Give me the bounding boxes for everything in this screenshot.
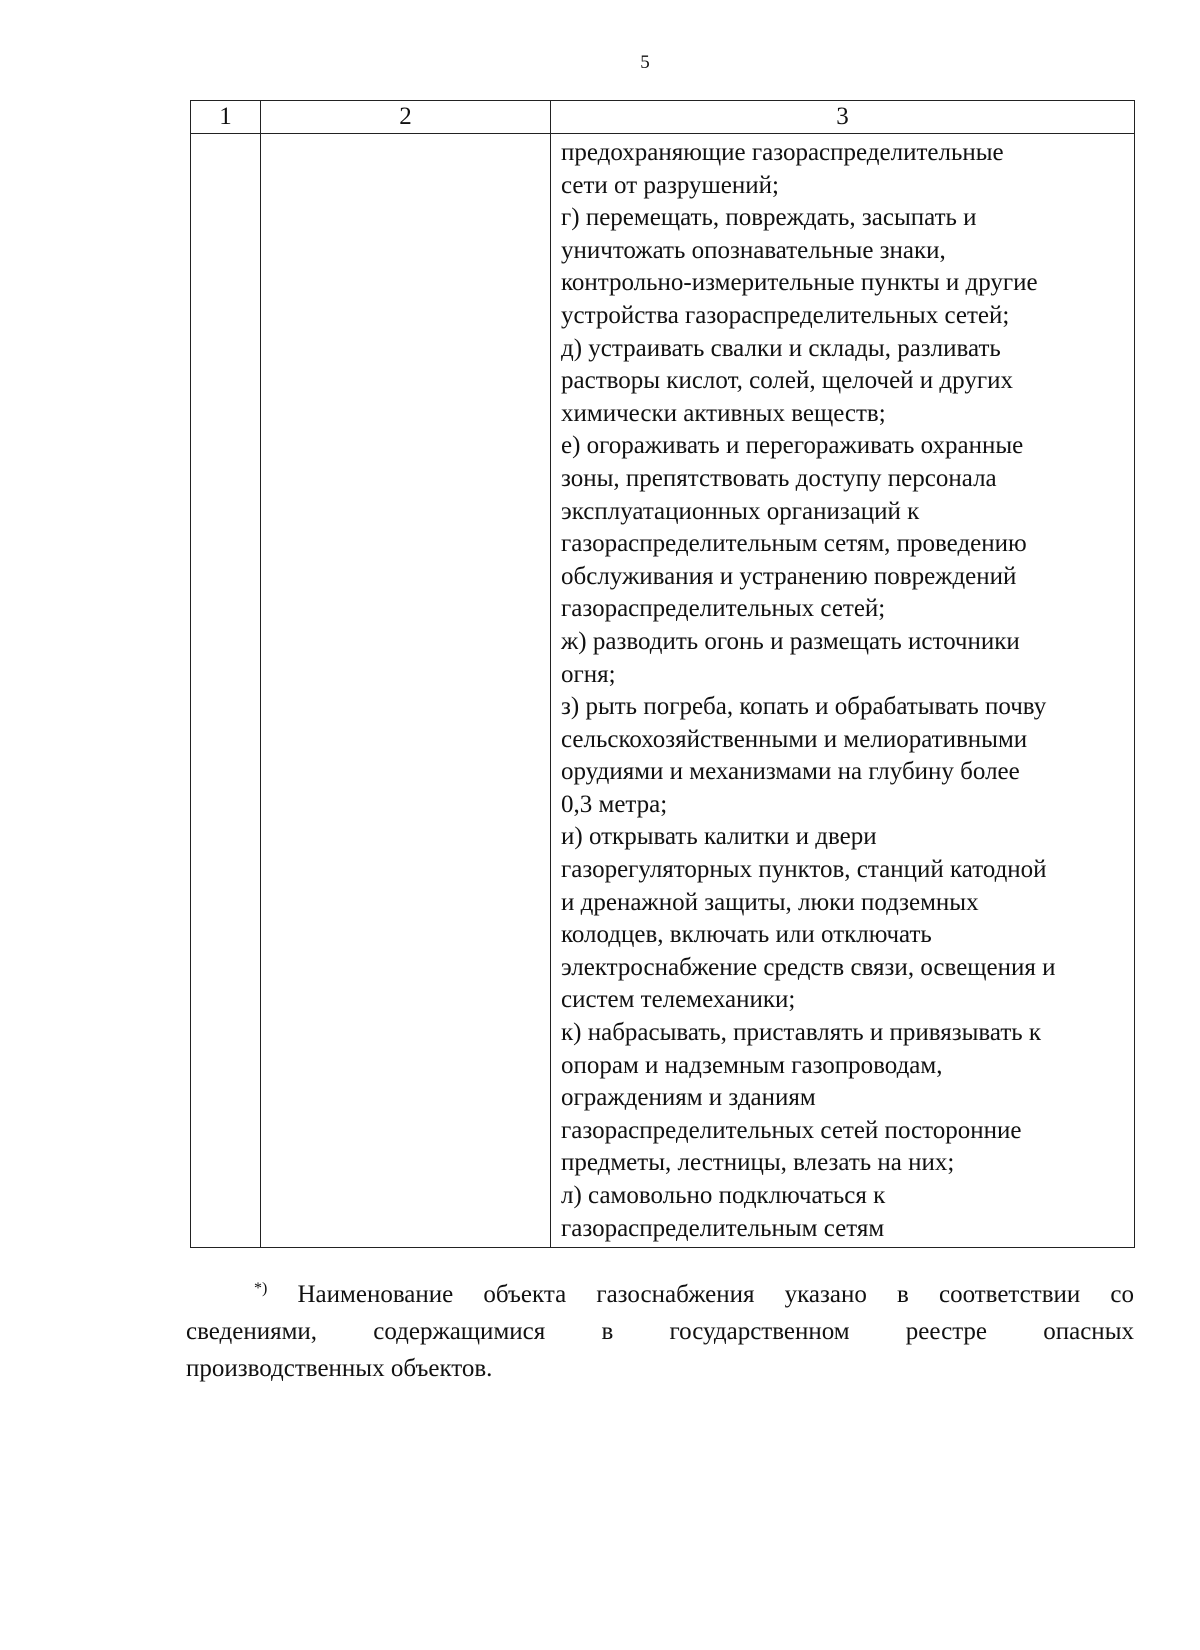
content-line: д) устраивать свалки и склады, разливать — [561, 334, 1001, 362]
content-line: предохраняющие газораспределительные — [561, 139, 1004, 166]
restrictions-table — [190, 100, 1135, 1248]
content-line: сельскохозяйственными и мелиоративными — [561, 725, 1028, 753]
content-line: контрольно-измерительные пункты и другие — [561, 269, 1038, 297]
table-row — [191, 134, 1135, 1248]
footnote-text-line: сведениями, содержащимися в государственном реестре опасных — [186, 1318, 1134, 1345]
content-line: л) самовольно подключаться к — [561, 1182, 886, 1209]
cell-column-3 — [551, 134, 1135, 1248]
prohibited-actions-list — [551, 134, 1134, 1245]
content-line: огня; — [561, 660, 616, 688]
page-number: 5 — [640, 52, 650, 73]
content-line: предметы, лестницы, влезать на них; — [561, 1149, 955, 1177]
content-line: е) огораживать и перегораживать охранные — [561, 432, 1024, 460]
content-line: и) открывать калитки и двери — [561, 823, 877, 851]
content-line: газораспределительным сетям, проведению — [561, 530, 1027, 558]
content-line: систем телемеханики; — [561, 986, 796, 1014]
table-header-row — [191, 101, 1135, 134]
footnote-line-1 — [186, 1276, 1134, 1313]
content-line: колодцев, включать или отключать — [561, 921, 932, 949]
footnote-line-3 — [186, 1350, 1134, 1387]
footnote-text-line: производственных объектов. — [186, 1355, 493, 1382]
column-header-3: 3 — [551, 101, 1135, 134]
content-line: газораспределительных сетей посторонние — [561, 1116, 1022, 1144]
footnote-marker: *) — [254, 1280, 268, 1297]
content-line: уничтожать опознавательные знаки, — [561, 236, 946, 264]
content-line: газорегуляторных пунктов, станций катодной — [561, 856, 1047, 884]
column-header-2: 2 — [261, 101, 551, 134]
cell-column-2 — [261, 134, 551, 1248]
footnote-line-2 — [186, 1313, 1134, 1350]
content-line: обслуживания и устранению повреждений — [561, 562, 1017, 590]
footnote — [186, 1276, 1134, 1387]
cell-column-1 — [191, 134, 261, 1248]
content-line: ж) разводить огонь и размещать источники — [561, 627, 1020, 655]
content-line: эксплуатационных организаций к — [561, 497, 920, 525]
content-line: орудиями и механизмами на глубину более — [561, 758, 1020, 786]
content-line: г) перемещать, повреждать, засыпать и — [561, 204, 977, 232]
content-line: ограждениям и зданиям — [561, 1084, 816, 1112]
content-line: з) рыть погреба, копать и обрабатывать почву — [561, 693, 1047, 721]
content-line: сети от разрушений; — [561, 171, 779, 199]
content-line: к) набрасывать, приставлять и привязывать к — [561, 1019, 1042, 1047]
content-line: и дренажной защиты, люки подземных — [561, 888, 979, 916]
content-line: зоны, препятствовать доступу персонала — [561, 464, 997, 492]
content-line: устройства газораспределительных сетей; — [561, 301, 1010, 329]
content-line: электроснабжение средств связи, освещения и — [561, 953, 1056, 981]
content-line: 0,3 метра; — [561, 790, 668, 818]
content-line: газораспределительных сетей; — [561, 595, 886, 623]
content-line: газораспределительным сетям — [561, 1214, 885, 1242]
content-line: растворы кислот, солей, щелочей и других — [561, 367, 1013, 395]
content-line: химически активных веществ; — [561, 399, 886, 427]
content-line: опорам и надземным газопроводам, — [561, 1051, 943, 1079]
footnote-text-line: Наименование объекта газоснабжения указано в соответствии со — [297, 1281, 1135, 1308]
column-header-1: 1 — [191, 101, 261, 134]
